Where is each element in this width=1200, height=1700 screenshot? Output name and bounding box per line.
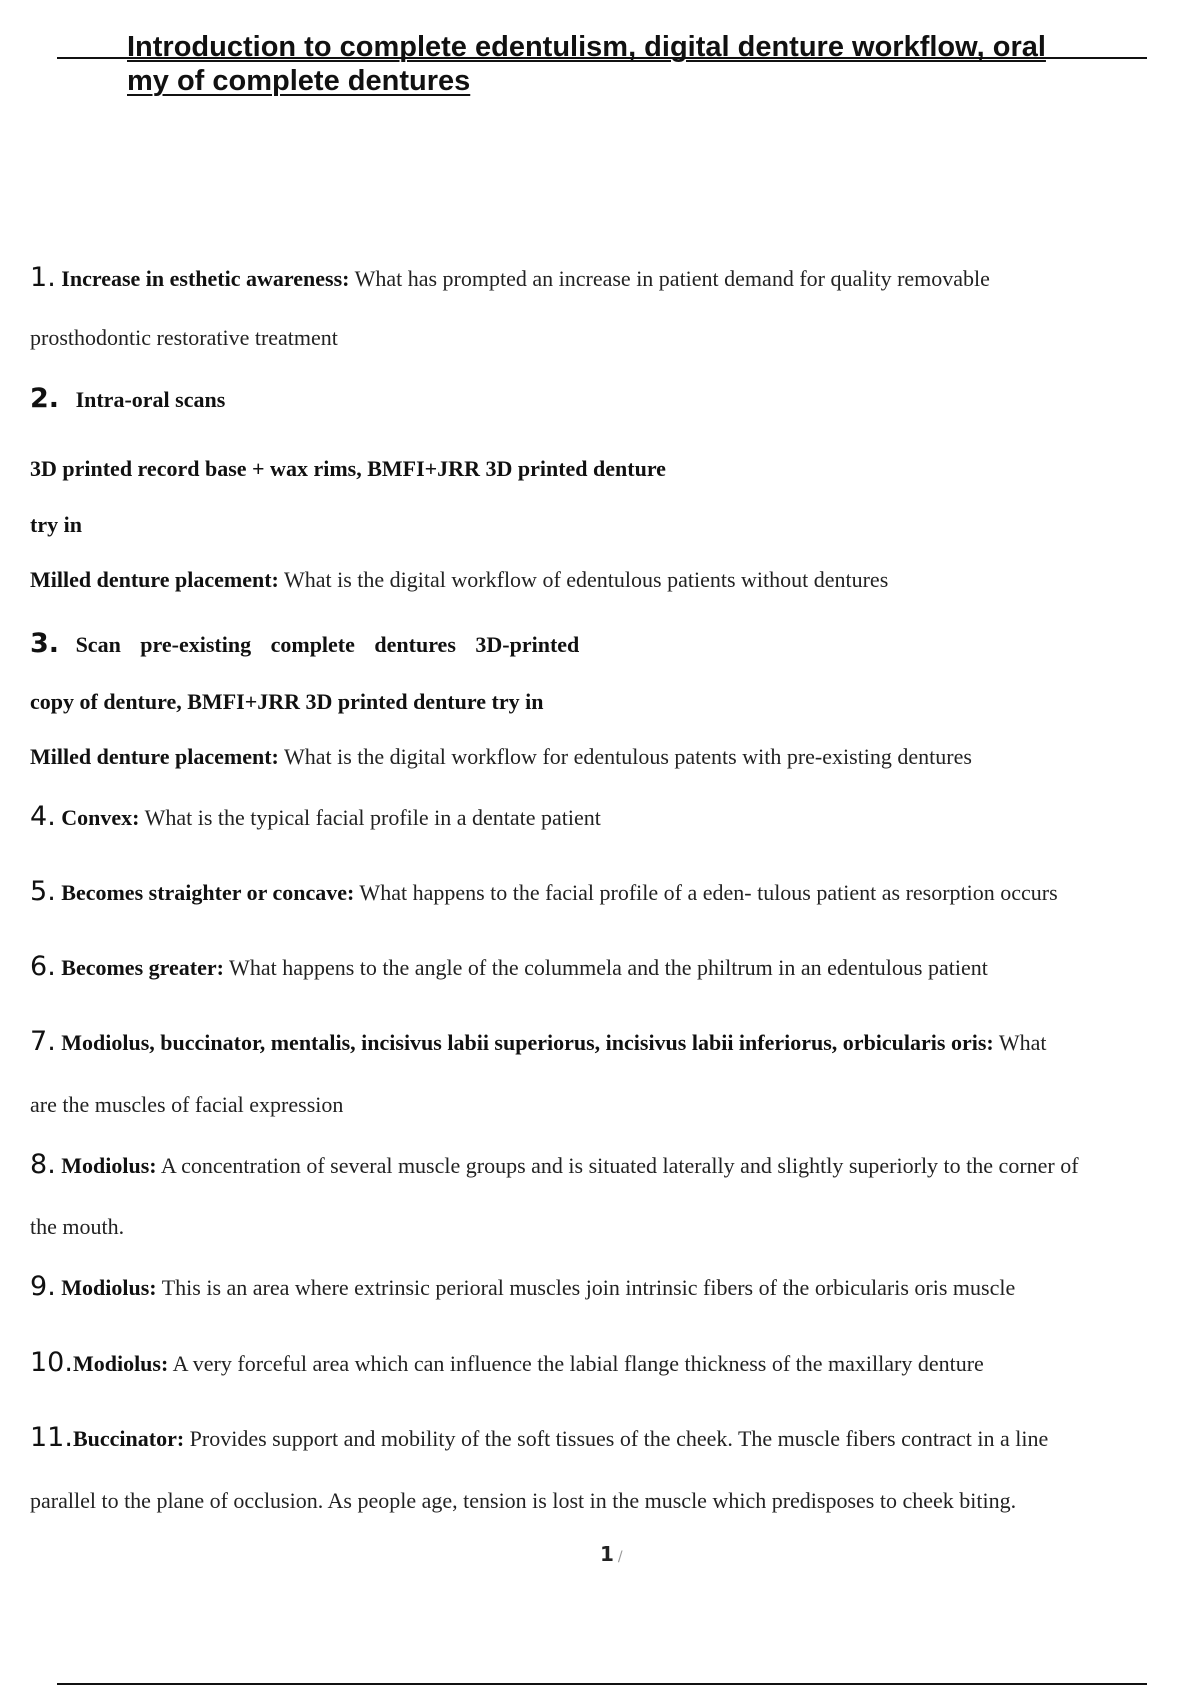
item-number: 5 xyxy=(30,876,48,907)
page-number-value: 1 xyxy=(600,1542,614,1566)
item-text: A concentration of several muscle groups and is situated laterally and slightly superiorly to the corner of xyxy=(156,1153,1079,1178)
item-number: 2 xyxy=(30,383,49,414)
item-term: Becomes straighter or concave: xyxy=(61,880,355,905)
list-item-2-line-3: try in xyxy=(30,512,82,537)
list-item-2: 2. Intra-oral scans xyxy=(30,383,226,414)
list-item-2-line-4 xyxy=(30,567,888,593)
title-line-2: my of complete dentures xyxy=(127,65,471,97)
item-term: Modiolus: xyxy=(61,1275,157,1300)
item-text: What is the digital workflow of edentulous patients without dentures xyxy=(278,567,889,592)
item-term: Modiolus: xyxy=(72,1351,169,1376)
item-text: This is an area where extrinsic perioral muscles join intrinsic fibers of the orbicularis oris muscle xyxy=(156,1275,1016,1300)
item-term: Modiolus, buccinator, mentalis, incisivus labii superiorus, incisivus labii inferiorus, orbicularis oris: xyxy=(61,1030,994,1055)
item-text: What is the digital workflow for edentulous patents with pre-existing dentures xyxy=(278,744,972,769)
item-term: Becomes greater: xyxy=(61,955,224,980)
list-item-8-continuation: the mouth. xyxy=(30,1214,125,1239)
item-text: What happens to the facial profile of a eden- tulous patient as resorption occurs xyxy=(354,880,1058,905)
item-number: 11 xyxy=(30,1422,65,1453)
item-term: Scan pre-existing complete dentures 3D-printed xyxy=(75,632,580,657)
list-item-3-line-3 xyxy=(30,744,972,770)
list-item-4: 4. Convex: What is the typical facial profile in a dentate patient xyxy=(30,801,601,832)
item-term: Buccinator: xyxy=(72,1426,185,1451)
item-term: Intra-oral scans xyxy=(75,387,226,412)
item-text: What happens to the angle of the colummela and the philtrum in an edentulous patient xyxy=(223,955,988,980)
list-item-9: 9. Modiolus: This is an area where extrinsic perioral muscles join intrinsic fibers of the orbicularis oris muscle xyxy=(30,1271,1016,1302)
item-number: 9 xyxy=(30,1271,48,1302)
item-text: What has prompted an increase in patient demand for quality removable xyxy=(349,266,990,291)
page-number-separator: / xyxy=(617,1549,623,1565)
list-item-1-continuation: prosthodontic restorative treatment xyxy=(30,325,338,350)
item-text: Provides support and mobility of the soft tissues of the cheek. The muscle fibers contract in a line xyxy=(184,1426,1049,1451)
list-item-2-line-2: 3D printed record base + wax rims, BMFI+JRR 3D printed denture xyxy=(30,456,666,481)
list-item-1: 1. Increase in esthetic awareness: What has prompted an increase in patient demand for quality removable xyxy=(30,262,990,293)
item-number: 7 xyxy=(30,1026,48,1057)
item-text: A very forceful area which can influence the labial flange thickness of the maxillary denture xyxy=(168,1351,984,1376)
document-title xyxy=(127,30,1167,98)
list-item-3-line-2: copy of denture, BMFI+JRR 3D printed denture try in xyxy=(30,689,544,714)
list-item-7-continuation: are the muscles of facial expression xyxy=(30,1092,344,1117)
item-term: Increase in esthetic awareness: xyxy=(61,266,350,291)
item-term: Modiolus: xyxy=(61,1153,157,1178)
list-item-11-continuation: parallel to the plane of occlusion. As people age, tension is lost in the muscle which predisposes to cheek biting. xyxy=(30,1488,1017,1513)
list-item-6: 6. Becomes greater: What happens to the angle of the colummela and the philtrum in an edentulous patient xyxy=(30,951,988,982)
item-number: 8 xyxy=(30,1149,48,1180)
list-item-10: 10.Modiolus: A very forceful area which can influence the labial flange thickness of the maxillary denture xyxy=(30,1347,984,1378)
item-text: What xyxy=(993,1030,1047,1055)
item-number: 6 xyxy=(30,951,48,982)
item-term: Milled denture placement: xyxy=(30,567,279,592)
item-number: 1 xyxy=(30,262,48,293)
item-term: Milled denture placement: xyxy=(30,744,279,769)
bottom-rule xyxy=(57,1683,1147,1685)
list-item-7: 7. Modiolus, buccinator, mentalis, incisivus labii superiorus, incisivus labii inferiorus, orbicularis oris: What xyxy=(30,1026,1047,1057)
item-term: Convex: xyxy=(61,805,140,830)
item-text: What is the typical facial profile in a dentate patient xyxy=(139,805,601,830)
title-line-1: Introduction to complete edentulism, digital denture workflow, oral xyxy=(127,31,1046,63)
list-item-11: 11.Buccinator: Provides support and mobility of the soft tissues of the cheek. The muscle fibers contract in a line xyxy=(30,1422,1049,1453)
list-item-3: 3. Scan pre-existing complete dentures 3D-printed xyxy=(30,628,580,659)
list-item-8: 8. Modiolus: A concentration of several muscle groups and is situated laterally and slightly superiorly to the corner of xyxy=(30,1149,1079,1180)
item-number: 3 xyxy=(30,628,49,659)
page-number xyxy=(600,1542,623,1566)
item-number: 4 xyxy=(30,801,48,832)
item-number: 10 xyxy=(30,1347,65,1378)
list-item-5: 5. Becomes straighter or concave: What happens to the facial profile of a eden- tulous patient as resorption occurs xyxy=(30,876,1058,907)
